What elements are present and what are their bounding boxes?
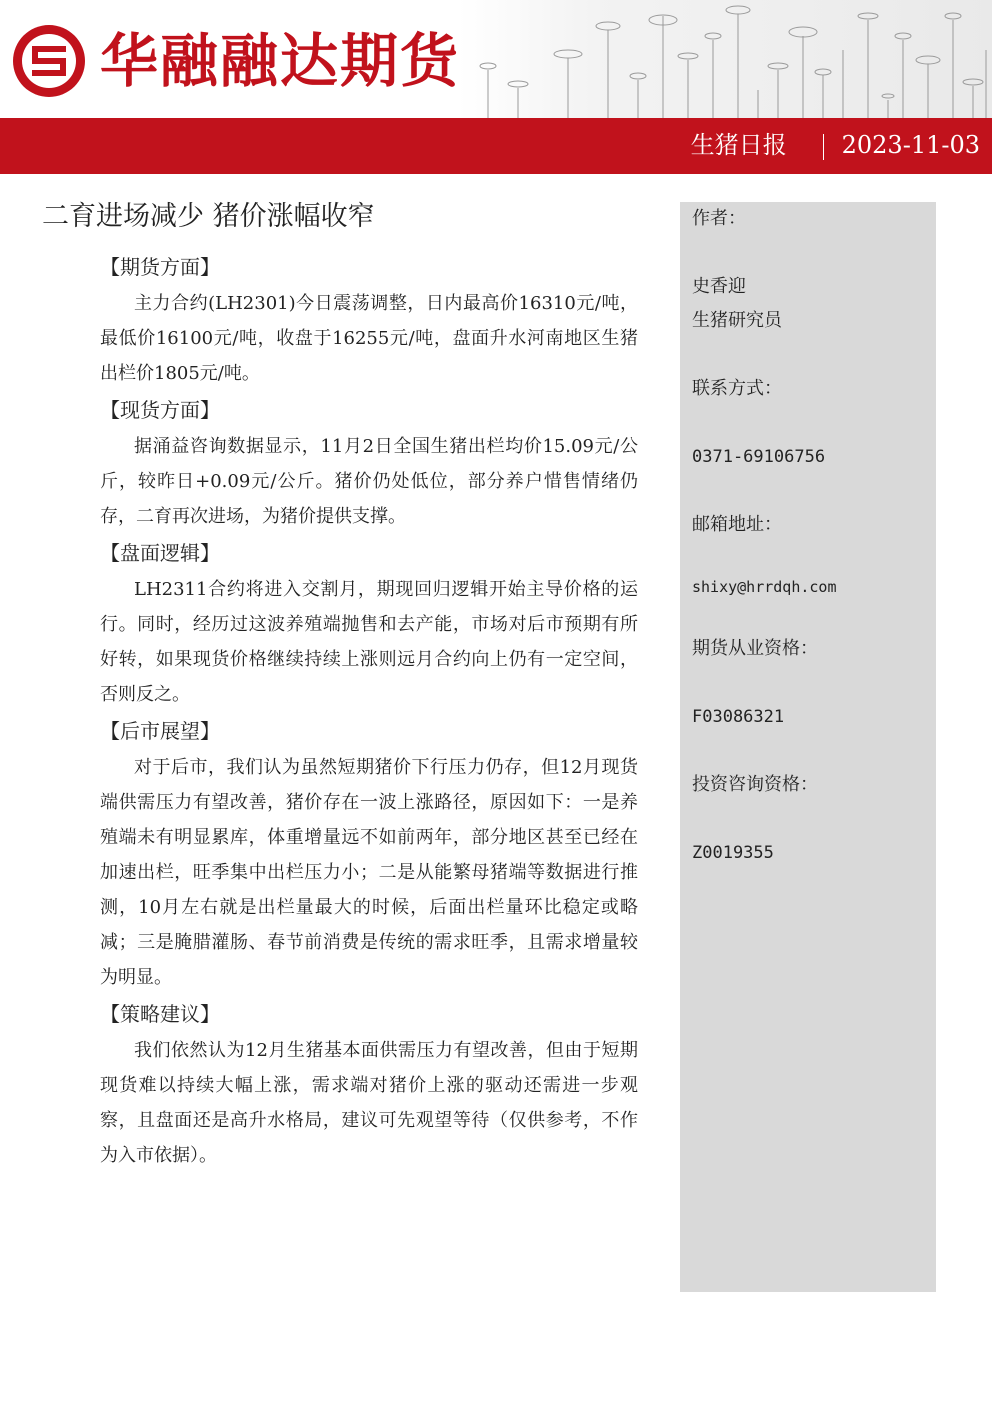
decorative-lines-graphic (458, 0, 992, 118)
company-name: 华融融达期货 (100, 27, 461, 95)
report-body (100, 248, 638, 1173)
report-title: 二育进场减少 猪价涨幅收窄 (42, 201, 375, 232)
section-heading-strategy: 【策略建议】 (100, 1002, 220, 1026)
phone-number: 0371-69106756 (692, 447, 826, 467)
author-title: 生猪研究员 (692, 310, 782, 331)
section-heading-futures: 【期货方面】 (100, 255, 220, 279)
banner-text (691, 130, 980, 160)
investment-qualification-label: 投资咨询资格： (692, 774, 818, 795)
author-name: 史香迎 (692, 276, 746, 297)
email-address: shixy@hrrdqh.com (692, 578, 837, 596)
section-text-spot: 据涌益咨询数据显示，11月2日全国生猪出栏均价15.09元/公斤，较昨日+0.09元/公斤。猪价仍处低位，部分养户惜售情绪仍存，二育再次进场，为猪价提供支撑。 (100, 436, 638, 527)
section-heading-spot: 【现货方面】 (100, 398, 220, 422)
report-banner (0, 118, 992, 174)
contact-label: 联系方式： (692, 378, 782, 399)
futures-qualification-id: F03086321 (692, 707, 785, 727)
investment-qualification-id: Z0019355 (692, 843, 774, 863)
banner-divider (823, 134, 824, 160)
futures-qualification-label: 期货从业资格： (692, 638, 818, 659)
section-text-logic: LH2311合约将进入交割月，期现回归逻辑开始主导价格的运行。同时，经历过这波养殖端抛售和去产能，市场对后市预期有所好转，如果现货价格继续持续上涨则远月合约向上仍有一定空间，否则反之。 (100, 579, 638, 705)
decorative-background (458, 0, 992, 118)
author-label: 作者： (692, 208, 746, 229)
section-text-futures: 主力合约(LH2301)今日震荡调整，日内最高价16310元/吨，最低价16100元/吨，收盘于16255元/吨，盘面升水河南地区生猪出栏价1805元/吨。 (100, 293, 638, 384)
section-heading-outlook: 【后市展望】 (100, 719, 220, 743)
page-header (0, 0, 992, 118)
section-text-strategy: 我们依然认为12月生猪基本面供需压力有望改善，但由于短期现货难以持续大幅上涨，需求端对猪价上涨的驱动还需进一步观察，且盘面还是高升水格局，建议可先观望等待（仅供参考，不作为入市依据）。 (100, 1040, 638, 1166)
report-type: 生猪日报 (690, 131, 787, 159)
email-label: 邮箱地址： (692, 514, 782, 535)
author-sidebar (680, 202, 936, 1292)
report-date: 2023-11-03 (841, 131, 980, 159)
section-heading-logic: 【盘面逻辑】 (100, 541, 220, 565)
company-logo-icon (10, 22, 88, 100)
section-text-outlook: 对于后市，我们认为虽然短期猪价下行压力仍存，但12月现货端供需压力有望改善，猪价存在一波上涨路径，原因如下：一是养殖端未有明显累库，体重增量远不如前两年，部分地区甚至已经在加速出栏，旺季集中出栏压力小；二是从能繁母猪端等数据进行推测，10月左右就是出栏量最大的时候，后面出栏量环比稳定或略减；三是腌腊灌肠、春节前消费是传统的需求旺季，且需求增量较为明显。 (100, 757, 638, 988)
